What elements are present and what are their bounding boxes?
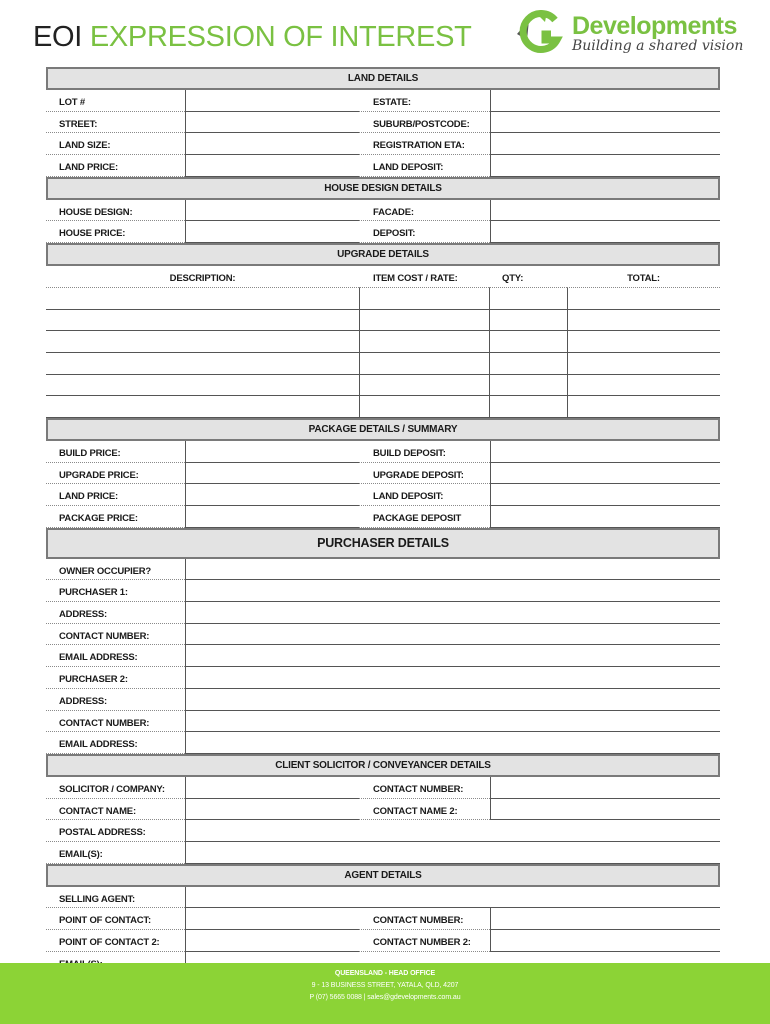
upgrade-total-field[interactable] — [567, 288, 720, 310]
upgrade-description-field[interactable] — [46, 288, 359, 310]
package-summary-section — [46, 418, 720, 528]
upgrade-qty-field[interactable] — [489, 331, 567, 353]
upgrade-item-cost-field[interactable] — [359, 396, 489, 418]
form-row — [46, 221, 720, 243]
email-address-field[interactable] — [185, 732, 720, 754]
section-header: CLIENT SOLICITOR / CONVEYANCER DETAILS — [46, 754, 720, 777]
section-header: UPGRADE DETAILS — [46, 243, 720, 266]
form-row — [46, 667, 720, 689]
upgrade-total-field[interactable] — [567, 396, 720, 418]
upgrade-item-cost-field[interactable] — [359, 331, 489, 353]
field-label: ESTATE: — [359, 90, 490, 112]
field-label: PURCHASER 2: — [46, 667, 185, 689]
upgrade-description-field[interactable] — [46, 396, 359, 418]
field-label: CONTACT NUMBER: — [359, 777, 490, 799]
upgrade-row — [46, 310, 720, 332]
section-header: HOUSE DESIGN DETAILS — [46, 177, 720, 200]
upgrade-details-section — [46, 243, 720, 418]
logo-mark-icon — [515, 10, 567, 54]
purchaser-details-section — [46, 528, 720, 754]
build-deposit-field[interactable] — [490, 441, 720, 463]
lot-field[interactable] — [185, 90, 359, 112]
field-label: LOT # — [46, 90, 185, 112]
upgrade-item-cost-field[interactable] — [359, 310, 489, 332]
form-row — [46, 820, 720, 842]
section-header: AGENT DETAILS — [46, 864, 720, 887]
agent-details-section — [46, 864, 720, 974]
field-label: PACKAGE DEPOSIT — [359, 506, 490, 528]
field-label: EMAIL ADDRESS: — [46, 645, 185, 667]
upgrade-description-field[interactable] — [46, 310, 359, 332]
house-design-section — [46, 177, 720, 243]
house-design-field[interactable] — [185, 200, 359, 222]
footer-address: 9 - 13 BUSINESS STREET, YATALA, QLD, 4207 — [311, 982, 459, 989]
field-label: CONTACT NAME: — [46, 799, 185, 821]
field-label: SOLICITOR / COMPANY: — [46, 777, 185, 799]
facade-field[interactable] — [490, 200, 720, 222]
form-row — [46, 711, 720, 733]
field-label: POINT OF CONTACT 2: — [46, 930, 185, 952]
upgrade-total-field[interactable] — [567, 375, 720, 397]
upgrade-price-field[interactable] — [185, 463, 359, 485]
address-field[interactable] — [185, 689, 720, 711]
form-row — [46, 777, 720, 799]
estate-field[interactable] — [490, 90, 720, 112]
form-row — [46, 559, 720, 581]
field-label: POINT OF CONTACT: — [46, 908, 185, 930]
upgrade-item-cost-field[interactable] — [359, 353, 489, 375]
form-row — [46, 484, 720, 506]
upgrade-qty-field[interactable] — [489, 288, 567, 310]
upgrade-deposit-field[interactable] — [490, 463, 720, 485]
field-label: LAND DEPOSIT: — [359, 155, 490, 177]
form-row — [46, 645, 720, 667]
field-label: LAND PRICE: — [46, 155, 185, 177]
upgrade-qty-field[interactable] — [489, 396, 567, 418]
selling-agent-field[interactable] — [185, 887, 720, 909]
logo-name: Developments — [572, 12, 737, 40]
field-label: LAND DEPOSIT: — [359, 484, 490, 506]
upgrade-item-cost-field[interactable] — [359, 375, 489, 397]
street-field[interactable] — [185, 112, 359, 134]
form-row — [46, 908, 720, 930]
eoi-form — [46, 67, 720, 973]
logo-tagline: Building a shared vision — [572, 38, 744, 54]
form-row — [46, 580, 720, 602]
contact-number-field[interactable] — [490, 777, 720, 799]
field-label: CONTACT NUMBER: — [359, 908, 490, 930]
column-header: QTY: — [489, 266, 567, 288]
upgrade-description-field[interactable] — [46, 331, 359, 353]
form-row — [46, 799, 720, 821]
field-label: POSTAL ADDRESS: — [46, 820, 185, 842]
upgrade-total-field[interactable] — [567, 353, 720, 375]
column-header: TOTAL: — [567, 266, 720, 288]
field-label: FACADE: — [359, 200, 490, 222]
point-of-contact-field[interactable] — [185, 908, 359, 930]
address-field[interactable] — [185, 602, 720, 624]
page-footer — [0, 963, 770, 1024]
contact-number-field[interactable] — [490, 908, 720, 930]
field-label: CONTACT NUMBER: — [46, 711, 185, 733]
point-of-contact-2-field[interactable] — [185, 930, 359, 952]
column-header: DESCRIPTION: — [46, 266, 359, 288]
upgrade-row — [46, 375, 720, 397]
land-deposit-field[interactable] — [490, 155, 720, 177]
field-label: SUBURB/POSTCODE: — [359, 112, 490, 134]
upgrade-description-field[interactable] — [46, 353, 359, 375]
field-label: STREET: — [46, 112, 185, 134]
field-label: CONTACT NAME 2: — [359, 799, 490, 821]
upgrade-description-field[interactable] — [46, 375, 359, 397]
column-header: ITEM COST / RATE: — [359, 266, 489, 288]
footer-contact: P (07) 5665 0088 | sales@gdevelopments.com.au — [309, 994, 461, 1001]
field-label: HOUSE DESIGN: — [46, 200, 185, 222]
deposit-field[interactable] — [490, 221, 720, 243]
contact-number-field[interactable] — [185, 624, 720, 646]
purchaser-2-field[interactable] — [185, 667, 720, 689]
upgrade-qty-field[interactable] — [489, 353, 567, 375]
solicitor-details-section — [46, 754, 720, 864]
email-address-field[interactable] — [185, 645, 720, 667]
form-row — [46, 90, 720, 112]
upgrade-row — [46, 288, 720, 310]
page-header — [0, 0, 770, 66]
form-row — [46, 441, 720, 463]
upgrade-qty-field[interactable] — [489, 375, 567, 397]
land-price-field[interactable] — [185, 155, 359, 177]
package-price-field[interactable] — [185, 506, 359, 528]
field-label: EMAIL(S): — [46, 842, 185, 864]
section-header: PURCHASER DETAILS — [46, 528, 720, 559]
field-label: ADDRESS: — [46, 689, 185, 711]
form-row — [46, 887, 720, 909]
house-price-field[interactable] — [185, 221, 359, 243]
upgrade-qty-field[interactable] — [489, 310, 567, 332]
field-label: EMAIL ADDRESS: — [46, 732, 185, 754]
form-row — [46, 689, 720, 711]
land-deposit-field[interactable] — [490, 484, 720, 506]
build-price-field[interactable] — [185, 441, 359, 463]
field-label: DEPOSIT: — [359, 221, 490, 243]
form-row — [46, 842, 720, 864]
registration-eta-field[interactable] — [490, 133, 720, 155]
field-label: PURCHASER 1: — [46, 580, 185, 602]
upgrade-total-field[interactable] — [567, 331, 720, 353]
field-label: HOUSE PRICE: — [46, 221, 185, 243]
upgrade-item-cost-field[interactable] — [359, 288, 489, 310]
purchaser-1-field[interactable] — [185, 580, 720, 602]
form-row — [46, 112, 720, 134]
package-deposit-field[interactable] — [490, 506, 720, 528]
upgrade-total-field[interactable] — [567, 310, 720, 332]
land-size-field[interactable] — [185, 133, 359, 155]
field-label: UPGRADE PRICE: — [46, 463, 185, 485]
land-price-field[interactable] — [185, 484, 359, 506]
field-label: ADDRESS: — [46, 602, 185, 624]
section-header: LAND DETAILS — [46, 67, 720, 90]
contact-number-2-field[interactable] — [490, 930, 720, 952]
upgrade-row — [46, 396, 720, 418]
postal-address-field[interactable] — [185, 820, 720, 842]
form-row — [46, 133, 720, 155]
upgrade-table-header — [46, 266, 720, 288]
company-logo — [515, 8, 755, 58]
form-row — [46, 200, 720, 222]
form-row — [46, 602, 720, 624]
upgrade-row — [46, 353, 720, 375]
land-details-section — [46, 67, 720, 177]
footer-office: QUEENSLAND - HEAD OFFICE — [334, 970, 436, 977]
form-row — [46, 463, 720, 485]
email-s-field[interactable] — [185, 842, 720, 864]
form-row — [46, 155, 720, 177]
field-label: BUILD DEPOSIT: — [359, 441, 490, 463]
form-row — [46, 930, 720, 952]
field-label: CONTACT NUMBER 2: — [359, 930, 490, 952]
section-header: PACKAGE DETAILS / SUMMARY — [46, 418, 720, 441]
solicitor-company-field[interactable] — [185, 777, 359, 799]
field-label: CONTACT NUMBER: — [46, 624, 185, 646]
contact-name-2-field[interactable] — [490, 799, 720, 821]
owner-occupier-field[interactable] — [185, 559, 720, 581]
form-row — [46, 732, 720, 754]
form-row — [46, 506, 720, 528]
title-prefix: EOI — [33, 21, 83, 53]
suburb-postcode-field[interactable] — [490, 112, 720, 134]
field-label: SELLING AGENT: — [46, 887, 185, 909]
title-main: EXPRESSION OF INTEREST — [82, 21, 472, 53]
field-label: PACKAGE PRICE: — [46, 506, 185, 528]
field-label: BUILD PRICE: — [46, 441, 185, 463]
page-title — [33, 20, 472, 54]
contact-name-field[interactable] — [185, 799, 359, 821]
upgrade-row — [46, 331, 720, 353]
field-label: LAND PRICE: — [46, 484, 185, 506]
field-label: OWNER OCCUPIER? — [46, 559, 185, 581]
field-label: LAND SIZE: — [46, 133, 185, 155]
field-label: UPGRADE DEPOSIT: — [359, 463, 490, 485]
form-row — [46, 624, 720, 646]
contact-number-field[interactable] — [185, 711, 720, 733]
field-label: REGISTRATION ETA: — [359, 133, 490, 155]
